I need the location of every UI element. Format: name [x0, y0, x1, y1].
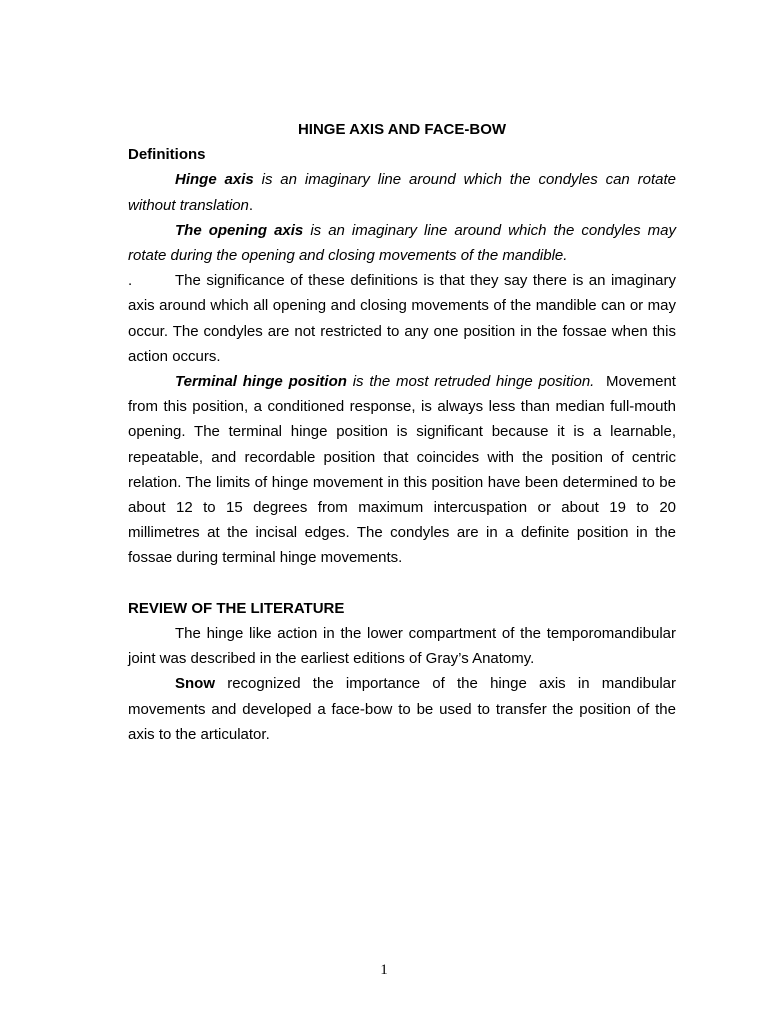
opening-axis-paragraph: [128, 218, 676, 268]
document-title: HINGE AXIS AND FACE-BOW: [297, 121, 507, 138]
terminal-hinge-text: Movement from this position, a conditioned response, is always less than median full-mouth opening. The terminal hinge position is significant because it is a learnable, repeatable, and recordable position that coincides with the position of centric relation. The limits of hinge movement in this position have been determined to be about 12 to 15 degrees from maximum intercuspation or about 19 to 20 millimetres at the incisal edges. The condyles are in a definite position in the fossae during terminal hinge movements.: [128, 373, 681, 567]
significance-marker: .: [128, 272, 133, 290]
hinge-axis-paragraph: [128, 167, 676, 217]
terminal-hinge-definition: is the most retruded hinge position.: [346, 373, 595, 391]
page-number: 1: [380, 962, 388, 978]
snow-paragraph: [128, 671, 676, 747]
opening-axis-definition: is an imaginary line around which the condyles may rotate during the opening and closing movements of the mandible.: [128, 221, 676, 265]
terminal-hinge-paragraph: [128, 369, 681, 571]
review-heading: REVIEW OF THE LITERATURE: [128, 599, 345, 617]
significance-text: The significance of these definitions is that they say there is an imaginary axis around which all opening and closing movements of the mandible can or may occur. The condyles are not restricted to any one position in the fossae when this action occurs.: [128, 272, 676, 365]
snow-name: Snow: [175, 675, 215, 693]
significance-paragraph: [128, 268, 676, 369]
definitions-heading: Definitions: [128, 146, 206, 164]
hinge-axis-definition: is an imaginary line around which the condyles can rotate without translation: [128, 171, 676, 214]
snow-text: recognized the importance of the hinge axis in mandibular movements and developed a face-bow to be used to transfer the position of the axis to the articulator.: [128, 675, 676, 743]
section-gap: [128, 571, 676, 596]
opening-axis-term: The opening axis: [175, 221, 304, 239]
terminal-hinge-term: Terminal hinge position: [175, 373, 347, 391]
document-page: [128, 117, 681, 747]
review-paragraph-1: The hinge like action in the lower compartment of the temporomandibular joint was described in the earliest editions of Gray’s Anatomy.: [128, 625, 676, 668]
hinge-axis-term: Hinge axis: [175, 171, 254, 189]
hinge-axis-end: .: [248, 196, 254, 214]
